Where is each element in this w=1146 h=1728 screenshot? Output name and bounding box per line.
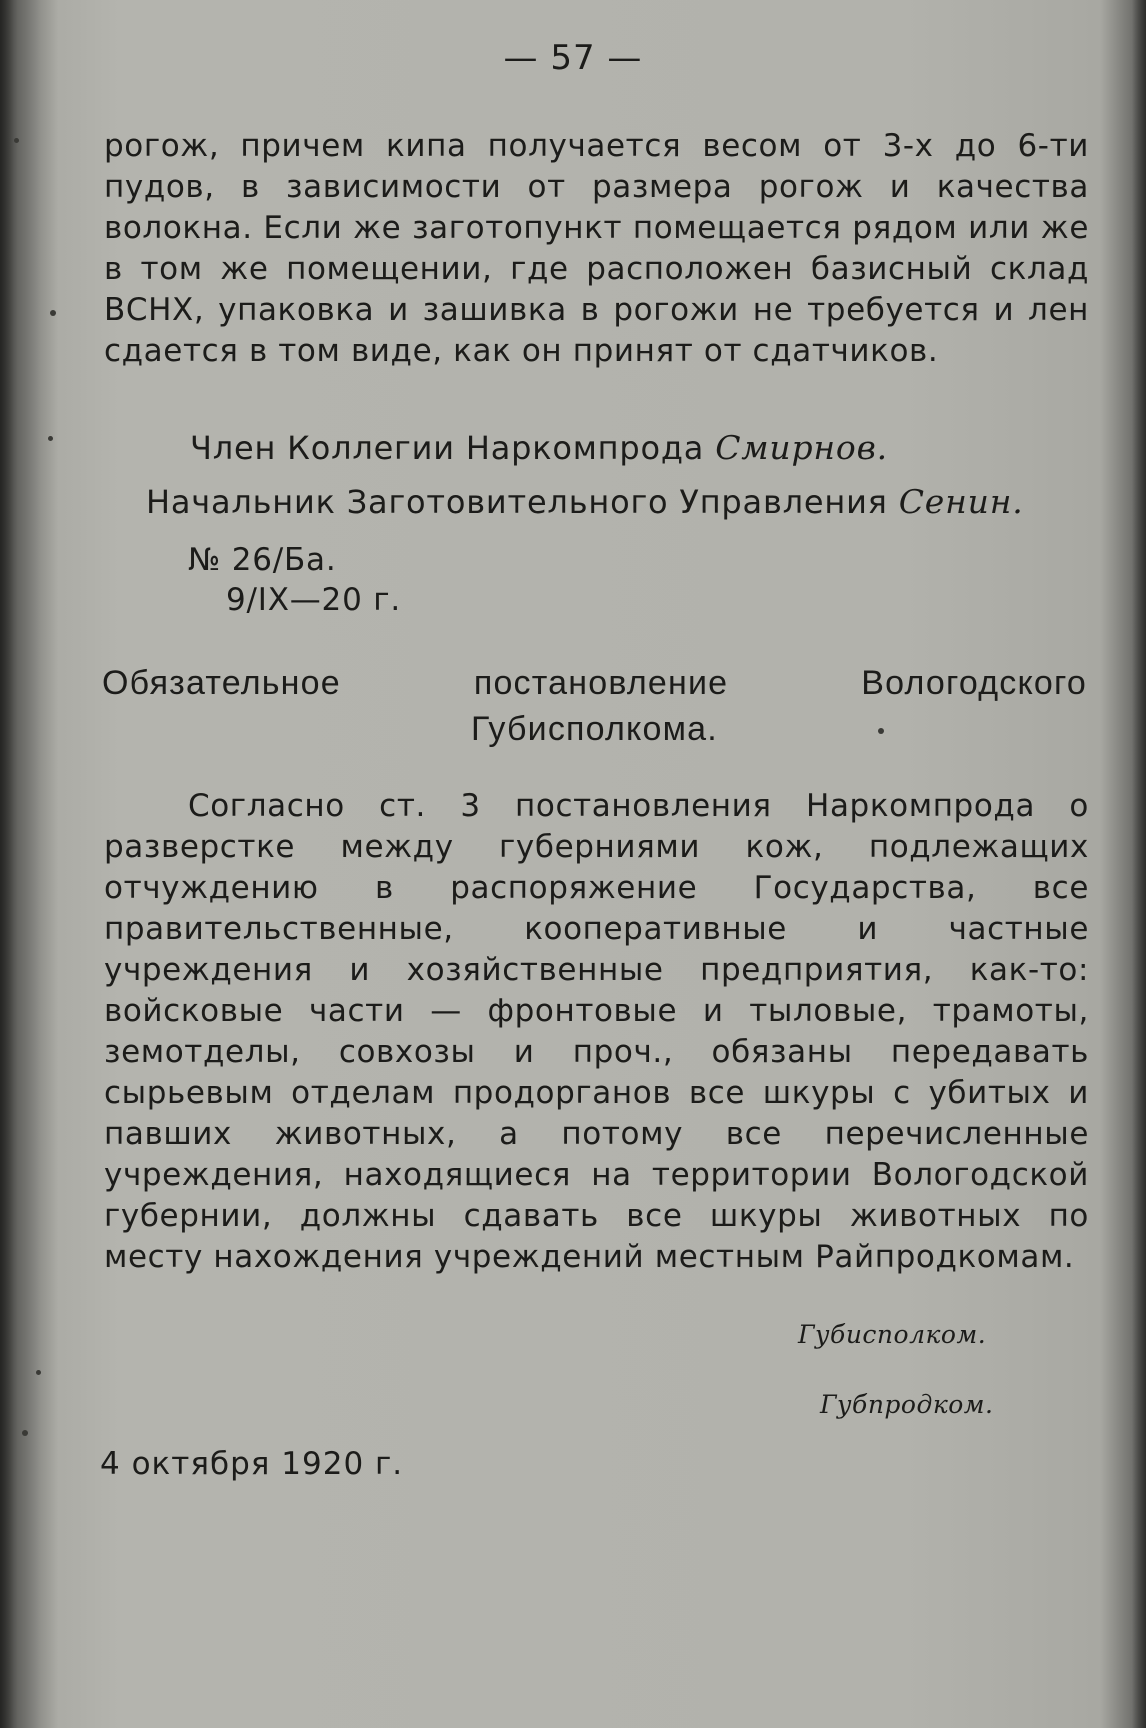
paper-speck xyxy=(36,1370,41,1375)
signature-chief xyxy=(146,482,1024,521)
reference-date: 9/IX—20 г. xyxy=(226,582,401,618)
reference-number: № 26/Ба. xyxy=(188,542,337,578)
signature-member xyxy=(190,428,888,467)
paragraph-continuation: рогож, причем кипа получается весом от 3-х до 6-ти пудов, в зависимости от размера рогож и качества волокна. Если же заготопункт помещается рядом или же в том же помещении, где расположен базисный склад ВСНХ, упаковка и зашивка в рогожи не требуется и лен сдается в том виде, как он принят от сдатчиков. xyxy=(104,128,1089,369)
signature-title: Член Коллегии Наркомпрода xyxy=(190,429,705,467)
signature-name: Смирнов. xyxy=(715,428,888,467)
paper-speck xyxy=(22,1430,28,1436)
issuer-gubprodkom: Губпродком. xyxy=(820,1390,994,1419)
book-spine-shadow xyxy=(0,0,60,1728)
page-number: — 57 — xyxy=(503,38,643,78)
signature-title: Начальник Заготовительного Управления xyxy=(146,483,888,521)
paper-speck xyxy=(48,436,53,441)
document-date: 4 октября 1920 г. xyxy=(100,1446,404,1482)
decree-body: Согласно ст. 3 постановления Наркомпрода о разверстке между губерниями кож, подлежащих отчуждению в распоряжение Государства, все правительственные, кооперативные и частные учреждения и хозяйственные предприятия, как-то: войсковые части — фронтовые и тыловые, трамоты, земотделы, совхозы и проч., обязаны передавать сырьевым отделам продорганов все шкуры с убитых и павших животных, а потому все перечисленные учреждения, находящиеся на территории Вологодской губернии, должны сдавать все шкуры животных по месту нахождения учреждений местным Райпродкомам. xyxy=(104,788,1089,1275)
paper-speck xyxy=(50,310,56,316)
signature-name: Сенин. xyxy=(898,482,1024,521)
paper-speck xyxy=(878,728,884,734)
page-edge-shadow xyxy=(1132,0,1146,1728)
issuer-gubispolkom: Губисполком. xyxy=(798,1320,987,1349)
paper-speck xyxy=(14,138,19,143)
decree-heading: Обязательное постановление Вологодского Губисполкома. xyxy=(102,664,1087,748)
